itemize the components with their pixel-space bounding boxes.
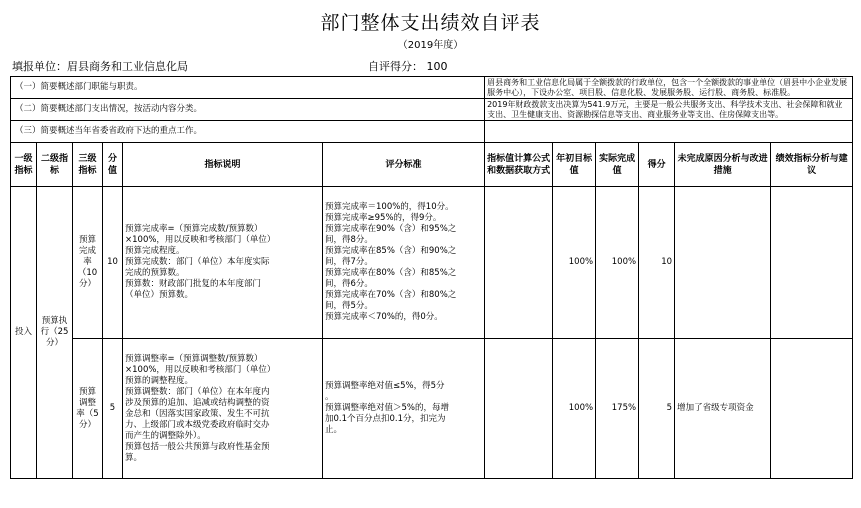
advice-cell — [771, 187, 853, 339]
description-line: （单位）预算数。 — [125, 290, 194, 300]
section-content — [485, 121, 853, 143]
reason-cell — [675, 187, 771, 339]
criteria-line: 预算完成率＜70%的，得0分。 — [325, 312, 443, 322]
section-row-1 — [11, 77, 853, 99]
weight-cell: 10 — [103, 187, 123, 339]
header-level3: 三级指标 — [73, 143, 103, 187]
description-line: 预算完成程度。 — [125, 246, 185, 256]
description-line: 金总和（因落实国家政策、发生不可抗 — [125, 408, 270, 419]
header-level1: 一级指标 — [11, 143, 37, 187]
criteria-line: 预算完成率在90%（含）和95%之 — [325, 224, 457, 234]
criteria-line: 预算调整率绝对值＞5%的，每增 — [325, 403, 449, 413]
method-cell — [485, 187, 553, 339]
criteria-line: 间，得6分。 — [325, 279, 373, 289]
description-line: 完成的预算数。 — [125, 268, 185, 278]
criteria-line: 间，得8分。 — [325, 235, 373, 245]
description-line: 预算完成数：部门（单位）本年度实际 — [125, 257, 270, 267]
header-actual: 实际完成值 — [596, 143, 639, 187]
level1-cell: 投入 — [11, 187, 37, 479]
level2-cell: 预算执行（25分） — [37, 187, 73, 479]
header-weight: 分值 — [103, 143, 123, 187]
table-row — [11, 187, 853, 339]
actual-cell: 175% — [596, 339, 639, 479]
header-score: 得分 — [639, 143, 675, 187]
header-target: 年初目标值 — [553, 143, 596, 187]
description-line: 力、上级部门或本级党委政府临时交办 — [125, 419, 270, 430]
target-cell: 100% — [553, 339, 596, 479]
description-line: 预算完成率=（预算完成数/预算数） — [125, 224, 263, 234]
description-line: 预算数：财政部门批复的本年度部门 — [125, 279, 262, 289]
page-title: 部门整体支出绩效自评表 — [320, 12, 541, 34]
weight-cell: 5 — [103, 339, 123, 479]
evaluation-table — [10, 76, 853, 479]
description-line: 涉及预算的追加、追减或结构调整的资 — [125, 397, 270, 408]
section-label: （一）简要概述部门职能与职责。 — [11, 77, 485, 99]
method-cell — [485, 339, 553, 479]
report-year: （2019年度） — [397, 40, 464, 51]
header-reason: 未完成原因分析与改进措施 — [675, 143, 771, 187]
description-line: 算。 — [125, 452, 143, 463]
advice-cell — [771, 339, 853, 479]
description-line: ×100%，用以反映和考核部门（单位） — [125, 235, 276, 245]
description-line: ×100%，用以反映和考核部门（单位） — [125, 364, 276, 375]
criteria-line: 间，得5分。 — [325, 301, 373, 311]
section-label: （二）简要概述部门支出情况，按活动内容分类。 — [11, 99, 485, 121]
table-row — [11, 339, 853, 479]
header-method: 指标值计算公式和数据获取方式 — [485, 143, 553, 187]
description-cell — [123, 187, 323, 339]
criteria-line: 预算完成率≥95%的，得9分。 — [325, 213, 442, 223]
criteria-cell — [323, 187, 485, 339]
criteria-line: 预算完成率在85%（含）和90%之 — [325, 246, 457, 256]
criteria-line: 止。 — [325, 425, 343, 435]
description-line: 预算的调整程度。 — [125, 375, 194, 386]
criteria-line: 间，得7分。 — [325, 257, 373, 267]
score-cell: 5 — [639, 339, 675, 479]
criteria-line: 预算完成率＝100%的，得10分。 — [325, 202, 454, 212]
level3-cell: 预算完成率（10分） — [73, 187, 103, 339]
header-criteria: 评分标准 — [323, 143, 485, 187]
self-score: 自评得分： 100 — [368, 60, 448, 73]
description-line: 而产生的调整除外）。 — [125, 430, 206, 441]
criteria-line: 。 — [325, 392, 334, 402]
section-content: 2019年财政拨款支出决算为541.9万元，主要是一般公共服务支出、科学技术支出、社会保障和就业支出、卫生健康支出、资源勘探信息等支出、商业服务业等支出、住房保障支出等。 — [485, 99, 853, 121]
reason-cell: 增加了省级专项资金 — [675, 339, 771, 479]
criteria-line: 预算调整率绝对值≤5%，得5分 — [325, 381, 445, 391]
criteria-line: 预算完成率在80%（含）和85%之 — [325, 268, 457, 278]
score-cell: 10 — [639, 187, 675, 339]
header-row — [11, 143, 853, 187]
section-content: 眉县商务和工业信息化局属于全额拨款的行政单位，包含一个全额拨款的事业单位（眉县中小企业发展服务中心），下设办公室、项目股、信息化股、发展服务股、运行股、商务股、标准股。 — [485, 77, 853, 99]
description-line: 预算调整率=（预算调整数/预算数） — [125, 353, 263, 364]
section-row-2 — [11, 99, 853, 121]
description-line: 预算包括一般公共预算与政府性基金预 — [125, 441, 270, 452]
actual-cell: 100% — [596, 187, 639, 339]
description-cell — [123, 339, 323, 479]
criteria-line: 预算完成率在70%（含）和80%之 — [325, 290, 457, 300]
reporting-unit: 填报单位：眉县商务和工业信息化局 — [12, 60, 188, 73]
criteria-cell — [323, 339, 485, 479]
header-description: 指标说明 — [123, 143, 323, 187]
target-cell: 100% — [553, 187, 596, 339]
level3-cell: 预算调整率（5分） — [73, 339, 103, 479]
criteria-line: 加0.1个百分点扣0.1分，扣完为 — [325, 414, 446, 424]
header-advice: 绩效指标分析与建议 — [771, 143, 853, 187]
description-line: 预算调整数：部门（单位）在本年度内 — [125, 386, 270, 397]
section-row-3 — [11, 121, 853, 143]
header-level2: 二级指标 — [37, 143, 73, 187]
section-label: （三）简要概述当年省委省政府下达的重点工作。 — [11, 121, 485, 143]
